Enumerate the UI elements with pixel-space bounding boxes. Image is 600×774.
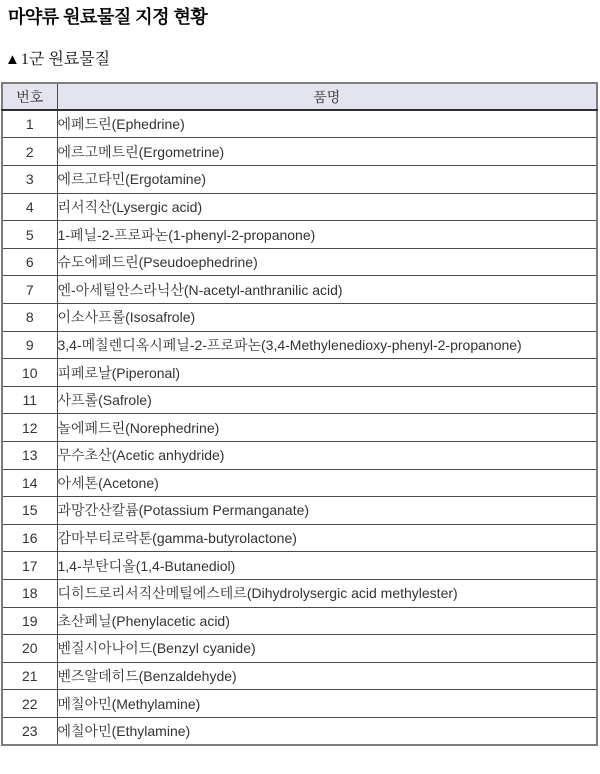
row-substance-name: 피페로날(Piperonal) [57,359,597,387]
row-substance-name: 에르고메트린(Ergometrine) [57,138,597,166]
table-row [2,717,597,745]
row-substance-name: 사프롤(Safrole) [57,386,597,414]
row-substance-name: 과망간산칼륨(Potassium Permanganate) [57,497,597,525]
table-header [2,83,597,111]
row-substance-name: 3,4-메칠렌디옥시페닐-2-프로파논(3,4-Methylenedioxy-phenyl-2-propanone) [57,331,597,359]
row-number: 14 [2,469,57,497]
table-row [2,110,597,138]
column-header-name: 품명 [57,83,597,111]
row-substance-name: 아세톤(Acetone) [57,469,597,497]
row-number: 7 [2,276,57,304]
row-number: 13 [2,442,57,470]
row-substance-name: 1-페닐-2-프로파논(1-phenyl-2-propanone) [57,221,597,249]
table-row [2,414,597,442]
table-row [2,442,597,470]
row-number: 4 [2,193,57,221]
table-row [2,579,597,607]
row-substance-name: 감마부티로락톤(gamma-butyrolactone) [57,524,597,552]
substances-table [1,82,598,746]
row-number: 23 [2,717,57,745]
row-number: 12 [2,414,57,442]
row-substance-name: 벤질시아나이드(Benzyl cyanide) [57,635,597,663]
table-row [2,386,597,414]
header-row [2,83,597,111]
triangle-marker-icon: ▲ [5,51,20,68]
row-number: 21 [2,662,57,690]
row-number: 11 [2,386,57,414]
row-substance-name: 디히드로리서직산메틸에스테르(Dihydrolysergic acid methylester) [57,579,597,607]
row-substance-name: 벤즈알데히드(Benzaldehyde) [57,662,597,690]
row-substance-name: 메칠아민(Methylamine) [57,690,597,718]
table-row [2,276,597,304]
table-row [2,359,597,387]
row-number: 8 [2,304,57,332]
table-row [2,166,597,194]
table-row [2,552,597,580]
section-subtitle [5,50,600,69]
row-number: 10 [2,359,57,387]
row-number: 9 [2,331,57,359]
table-row [2,497,597,525]
row-substance-name: 무수초산(Acetic anhydride) [57,442,597,470]
row-substance-name: 엔-아세틸안스라닉산(N-acetyl-anthranilic acid) [57,276,597,304]
row-number: 17 [2,552,57,580]
table-row [2,331,597,359]
table-row [2,138,597,166]
table-row [2,607,597,635]
row-substance-name: 리서직산(Lysergic acid) [57,193,597,221]
table-row [2,469,597,497]
row-number: 20 [2,635,57,663]
section-subtitle-label: 1군 원료물질 [20,50,111,68]
row-number: 19 [2,607,57,635]
row-substance-name: 에페드린(Ephedrine) [57,110,597,138]
table-row [2,193,597,221]
table-row [2,248,597,276]
column-header-number: 번호 [2,83,57,111]
row-number: 18 [2,579,57,607]
row-number: 15 [2,497,57,525]
row-substance-name: 초산페닐(Phenylacetic acid) [57,607,597,635]
table-body [2,110,597,745]
table-row [2,304,597,332]
table-row [2,524,597,552]
row-substance-name: 슈도에페드린(Pseudoephedrine) [57,248,597,276]
row-number: 5 [2,221,57,249]
page-title: 마약류 원료물질 지정 현황 [8,7,208,27]
row-number: 22 [2,690,57,718]
row-substance-name: 이소사프롤(Isosafrole) [57,304,597,332]
table-row [2,221,597,249]
table-row [2,662,597,690]
row-number: 1 [2,110,57,138]
row-number: 3 [2,166,57,194]
row-substance-name: 놀에페드린(Norephedrine) [57,414,597,442]
row-substance-name: 1,4-부탄디올(1,4-Butanediol) [57,552,597,580]
row-number: 16 [2,524,57,552]
table-row [2,635,597,663]
row-substance-name: 에칠아민(Ethylamine) [57,717,597,745]
row-number: 6 [2,248,57,276]
row-number: 2 [2,138,57,166]
row-substance-name: 에르고타민(Ergotamine) [57,166,597,194]
table-row [2,690,597,718]
